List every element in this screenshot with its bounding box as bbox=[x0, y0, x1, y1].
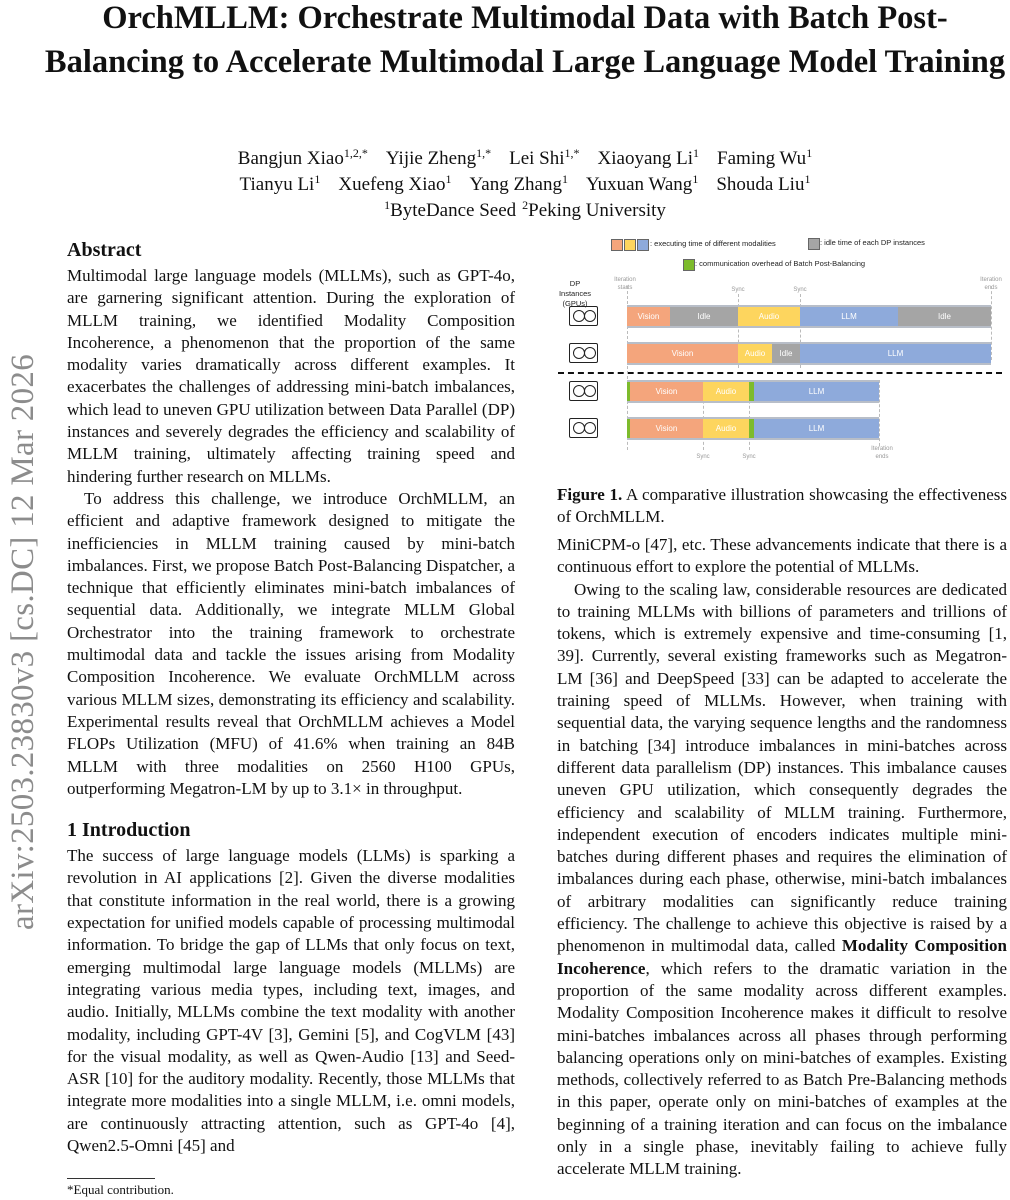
author-affiliation-marker: 1 bbox=[804, 172, 811, 186]
bar-segment-audio: Audio bbox=[738, 305, 800, 328]
author-name: Tianyu Li$^1$ bbox=[239, 172, 321, 195]
abstract-paragraph-2: To address this challenge, we introduce OrchMLLM, an efficient and adaptive framework designed to mitigate the inefficiencies in MLLM training caused by mini-batch imbalances. First, we propose Batch Post-Balancing Dispatcher, a technique that efficiently eliminates mini-batch imbalances of sequential data. Additionally, we integrate MLLM Global Orchestrator into the training framework to orchestrate multimodal data and tackle the issues arising from Modality Composition Incoherence. We evaluate OrchMLLM across various MLLM sizes, demonstrating its efficiency and scalability. Experimental results reveal that OrchMLLM achieves a Model FLOPs Utilization (MFU) of 41.6% when training an 84B MLLM with three modalities on 2560 H100 GPUs, outperforming Megatron-LM by up to 3.1× in throughput. bbox=[67, 488, 515, 798]
timeline-guide bbox=[991, 286, 992, 360]
term-modality-composition-incoherence: Modality Composition Incoherence bbox=[557, 936, 1007, 978]
author-name: Yuxuan Wang$^1$ bbox=[586, 172, 699, 195]
author-block bbox=[40, 146, 1010, 224]
author-affiliation-marker: 1,* bbox=[564, 146, 580, 160]
bar-segment-idle: Idle bbox=[898, 305, 991, 328]
legend-swatch-idle bbox=[808, 238, 820, 250]
bar-segment-llm: LLM bbox=[800, 342, 991, 365]
bar-segment-vision: Vision bbox=[627, 305, 670, 328]
author-affiliation-marker: 1 bbox=[445, 172, 452, 186]
author-name: Shouda Liu$^1$ bbox=[716, 172, 811, 195]
legend-exec: : executing time of different modalities bbox=[650, 239, 776, 248]
author-affiliation-marker: 1 bbox=[693, 146, 700, 160]
legend-swatch-comm bbox=[683, 259, 695, 271]
author-name: Xuefeng Xiao$^1$ bbox=[338, 172, 452, 195]
author-affiliation-marker: 1,2,* bbox=[343, 146, 368, 160]
left-column bbox=[67, 237, 515, 1157]
author-affiliation-marker: 1,* bbox=[476, 146, 492, 160]
author-name: Xiaoyang Li$^1$ bbox=[597, 146, 700, 169]
bar-segment-llm: LLM bbox=[800, 305, 898, 328]
author-affiliation-marker: 1 bbox=[806, 146, 813, 160]
authors-line-2 bbox=[40, 172, 1010, 198]
affiliation-marker: 2 bbox=[522, 198, 529, 212]
sync-label: Sync bbox=[731, 287, 745, 293]
legend-idle: : idle time of each DP instances bbox=[820, 238, 925, 247]
affiliation: $^1$ByteDance Seed bbox=[384, 198, 517, 221]
author-name: Yijie Zheng$^{1,*}$ bbox=[385, 146, 492, 169]
bar-segment-vision: Vision bbox=[630, 417, 703, 440]
sync-label: Sync bbox=[742, 454, 756, 460]
text-run: Owing to the scaling law, considerable resources are dedicated to training MLLMs with billions of parameters and trillions of tokens, which is extremely expensive and time-consuming [1, 39]. Currently, several existing frameworks such as Megatron-LM [36] and DeepSpeed [33] can be adapted to accelerate the training speed of MLLMs. However, when training with sequential data, the varying sequence lengths and the randomness in batching [34] introduce imbalances in mini-batches across different data parallelism (DP) instances. This imbalance causes uneven GPU utilization, which consequently degrades the efficiency and scalability of MLLM training. Furthermore, independent execution of encoders indicates multiple mini-batches during different phases and requires the elimination of imbalances during each phase, otherwise, mini-batch imbalances of arbitrary modalities can significantly reduce training efficiency. The challenge to achieve this objective is raised by a phenomenon in multimodal data, called bbox=[557, 579, 1007, 956]
bar-segment-audio: Audio bbox=[738, 342, 772, 365]
intro-paragraph-2: MiniCPM-o [47], etc. These advancements indicate that there is a continuous effort to explore the potential of MLLMs. bbox=[557, 535, 1007, 577]
bar-segment-idle: Idle bbox=[772, 342, 800, 365]
intro-paragraph-3 bbox=[557, 579, 1007, 1181]
text-run: , which refers to the dramatic variation in the proportion of the same modality across different examples. Modality Composition Incoherence makes it difficult to resolve mini-batches imbalances across all phases through performing balancing operations only on mini-batches of examples. Existing methods, collectively referred to as Batch Pre-Balancing methods in this paper, operate only on mini-batches of examples at the beginning of a training iteration and can focus on the imbalance only in a single phase, inevitably failing to achieve fully accelerate MLLM training. bbox=[557, 958, 1007, 1179]
abstract-heading: Abstract bbox=[67, 239, 142, 261]
legend-swatch-vision bbox=[611, 239, 623, 251]
bar-segment-llm: LLM bbox=[754, 380, 879, 403]
iteration-ends-label: Iteration ends bbox=[871, 446, 893, 460]
gpu-icon bbox=[569, 306, 598, 326]
legend-swatch-audio bbox=[624, 239, 636, 251]
author-affiliation-marker: 1 bbox=[562, 172, 568, 186]
caption-label: Figure 1. bbox=[557, 485, 623, 504]
author-affiliation-marker: 1 bbox=[314, 172, 321, 186]
figure-caption bbox=[557, 484, 1007, 528]
gpu-icon bbox=[569, 418, 598, 438]
gpu-icon bbox=[569, 343, 598, 363]
affiliation-marker: 1 bbox=[384, 198, 391, 212]
footnote: *Equal contribution. bbox=[67, 1182, 174, 1197]
footnote-rule bbox=[67, 1178, 155, 1179]
intro-paragraph-1: The success of large language models (LLMs) is sparking a revolution in AI applications [2]. Given the diverse modalities that constitute information in the real world, there is a growing expectation for unified models capable of processing multimodal information. To bridge the gap of LLMs that only focus on text, emerging multimodal large language models (MLLMs) are integrating various media types, including text, images, and audio. Initially, MLLMs combine the text modality with another modality, including GPT-4V [3], Gemini [5], and CogVLM [43] for the visual modality, as well as Qwen-Audio [13] and Seed-ASR [10] for the auditory modality. Recently, those MLLMs that integrate more modalities into a single MLLM, i.e. omni models, are continuously attracting attention, such as GPT-4o [4], Qwen2.5-Omni [45] and bbox=[67, 846, 515, 1155]
iteration-starts-label: Iteration starts bbox=[614, 277, 636, 291]
bar-segment-idle: Idle bbox=[670, 305, 738, 328]
figure-1 bbox=[555, 230, 1007, 470]
bar-segment-audio: Audio bbox=[703, 417, 749, 440]
iteration-ends-label: Iteration ends bbox=[980, 277, 1002, 291]
introduction-heading: 1 Introduction bbox=[67, 819, 191, 842]
bar-segment-vision: Vision bbox=[630, 380, 703, 403]
right-column bbox=[557, 484, 1007, 1181]
arxiv-stamp: arXiv:2503.23830v3 [cs.DC] 12 Mar 2026 bbox=[5, 354, 41, 930]
divider-dashed-line bbox=[558, 372, 1002, 374]
bar-segment-llm: LLM bbox=[754, 417, 879, 440]
timeline-guide bbox=[879, 380, 880, 446]
author-name: Bangjun Xiao$^{1,2,*}$ bbox=[237, 146, 368, 169]
author-name: Faming Wu$^1$ bbox=[717, 146, 813, 169]
author-affiliation-marker: 1 bbox=[692, 172, 699, 186]
abstract-paragraph-1: Multimodal large language models (MLLMs), such as GPT-4o, are garnering significant attention. During the exploration of MLLM training, we identified Modality Composition Incoherence, a phenomenon that the proportion of the same modality varies dramatically across different examples. It exacerbates the challenges of addressing mini-batch imbalances, which lead to uneven GPU utilization between Data Parallel (DP) instances and severely degrades the efficiency and scalability of MLLM training, ultimately affecting training speed and hindering further research on MLLMs. bbox=[67, 266, 515, 486]
caption-text: A comparative illustration showcasing the effectiveness of OrchMLLM. bbox=[557, 485, 1007, 526]
y-axis-label: DP Instances (GPUs) bbox=[558, 279, 592, 308]
legend-comm: : communication overhead of Batch Post-Balancing bbox=[695, 259, 866, 268]
sync-label: Sync bbox=[793, 287, 807, 293]
authors-line-1 bbox=[40, 146, 1010, 172]
affiliations bbox=[40, 198, 1010, 224]
bar-segment-audio: Audio bbox=[703, 380, 749, 403]
bar-segment-vision: Vision bbox=[627, 342, 738, 365]
paper-title: OrchMLLM: Orchestrate Multimodal Data with Batch Post-Balancing to Accelerate Multimodal Large Language Model Training bbox=[44, 0, 1006, 80]
author-name: Yang Zhang$^1$ bbox=[469, 172, 568, 195]
author-name: Lei Shi$^{1,*}$ bbox=[509, 146, 580, 169]
gpu-icon bbox=[569, 381, 598, 401]
legend-swatch-llm bbox=[637, 239, 649, 251]
affiliation: $^2$Peking University bbox=[522, 198, 666, 221]
sync-label: Sync bbox=[696, 454, 710, 460]
